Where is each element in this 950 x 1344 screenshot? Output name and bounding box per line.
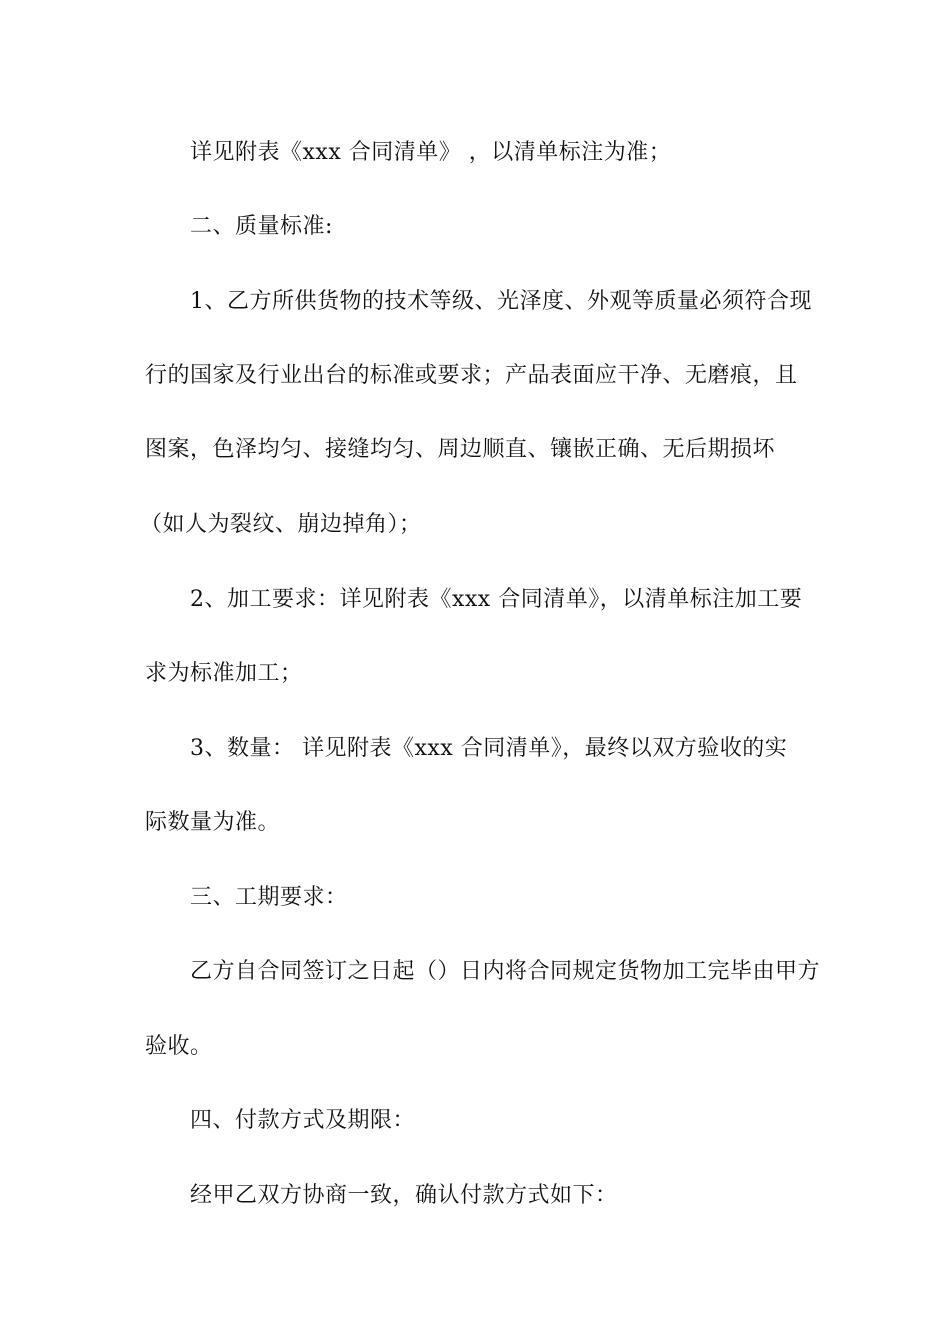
paragraph-line: 求为标准加工； — [145, 661, 303, 686]
paragraph-line: 详见附表《xxx 合同清单》 ，以清单标注为准； — [190, 140, 672, 165]
section-heading-quality: 二、质量标准: — [190, 214, 333, 239]
section-heading-schedule: 三、工期要求： — [190, 885, 348, 910]
paragraph-line: 际数量为准。 — [145, 810, 281, 835]
paragraph-line: 经甲乙双方协商一致，确认付款方式如下： — [190, 1183, 618, 1208]
paragraph-line: 1、乙方所供货物的技术等级、光泽度、外观等质量必须符合现 — [190, 289, 812, 314]
paragraph-line: 3、数量： 详见附表《xxx 合同清单》，最终以双方验收的实 — [190, 736, 788, 761]
paragraph-line: 验收。 — [145, 1034, 213, 1059]
paragraph-line: 2、加工要求：详见附表《xxx 合同清单》，以清单标注加工要 — [190, 587, 803, 612]
paragraph-line: 图案，色泽均匀、接缝均匀、周边顺直、镶嵌正确、无后期损坏 — [145, 437, 776, 462]
paragraph-line: 乙方自合同签订之日起（）日内将合同规定货物加工完毕由甲方 — [190, 959, 821, 984]
section-heading-payment: 四、付款方式及期限： — [190, 1108, 416, 1133]
paragraph-line: （如人为裂纹、崩边掉角）； — [140, 512, 422, 537]
paragraph-line: 行的国家及行业出台的标准或要求；产品表面应干净、无磨痕，且 — [145, 363, 798, 388]
